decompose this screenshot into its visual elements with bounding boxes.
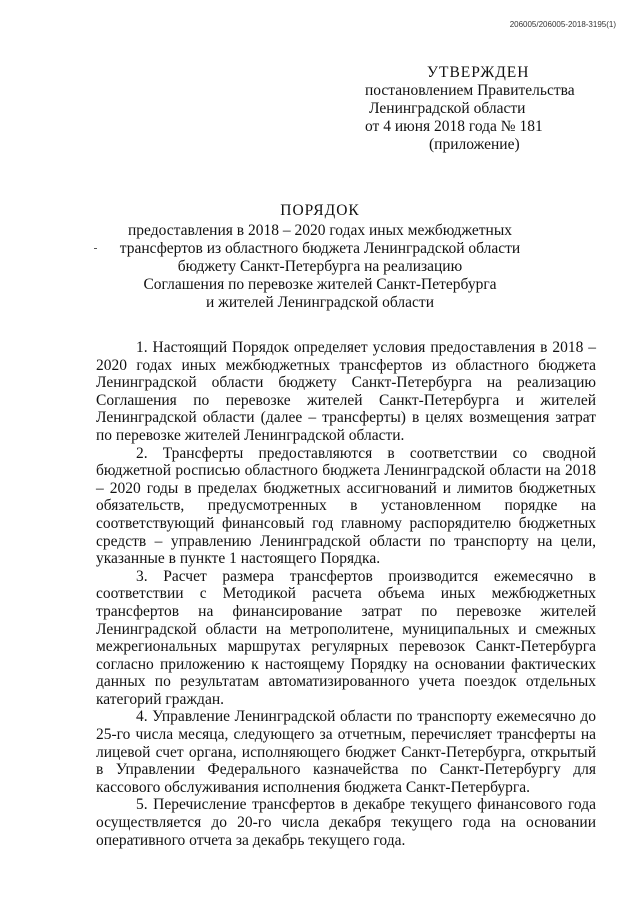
document-title	[0, 202, 640, 312]
paragraph-2: 2. Трансферты предоставляются в соответствии со сводной бюджетной росписью областного бюджета Ленинградской области на 2018 – 2020 годы в пределах бюджетных ассигнований и лимитов бюджетных обязательств, предусмотренных в установленном порядке на соответствующий финансовый год главному распорядителю бюджетных средств – управлению Ленинградской области по транспорту на цели, указанные в пункте 1 настоящего Порядка.	[96, 444, 596, 568]
title-heading: ПОРЯДОК	[280, 202, 360, 219]
title-line: трансфертов из областного бюджета Ленинградской области	[119, 240, 521, 257]
approval-line: (приложение)	[429, 136, 520, 153]
title-line: бюджету Санкт-Петербурга на реализацию	[177, 258, 463, 275]
title-line: Соглашения по перевозке жителей Санкт-Петербурга	[143, 276, 497, 293]
approval-line: Ленинградской области	[369, 100, 526, 117]
approval-line: постановлением Правительства	[365, 82, 575, 99]
approval-heading: УТВЕРЖДЕН	[427, 64, 530, 81]
paragraph-1: 1. Настоящий Порядок определяет условия предоставления в 2018 – 2020 годах иных межбюджетных трансфертов из областного бюджета Ленинградской области бюджету Санкт-Петербурга на реализацию Соглашения по перевозке жителей Санкт-Петербурга и жителей Ленинградской области (далее – трансферты) в целях возмещения затрат по перевозке жителей Ленинградской области.	[96, 339, 596, 444]
document-body	[96, 339, 596, 849]
title-line: и жителей Ленинградской области	[205, 294, 434, 311]
paragraph-5: 5. Перечисление трансфертов в декабре текущего финансового года осуществляется до 20-го числа декабря текущего года на основании оперативного отчета за декабрь текущего года.	[96, 796, 596, 849]
approval-line: от 4 июня 2018 года № 181	[365, 118, 543, 135]
approval-block	[365, 64, 575, 154]
paragraph-4: 4. Управление Ленинградской области по транспорту ежемесячно до 25-го числа месяца, следующего за отчетным, перечисляет трансферты на лицевой счет органа, исполняющего бюджет Санкт-Петербурга, открытый в Управлении Федерального казначейства по Санкт-Петербургу для кассового обслуживания исполнения бюджета Санкт-Петербурга.	[96, 708, 596, 796]
title-line: предоставления в 2018 – 2020 годах иных межбюджетных	[127, 222, 513, 239]
paragraph-3: 3. Расчет размера трансфертов производится ежемесячно в соответствии с Методикой расчета объема иных межбюджетных трансфертов на финансирование затрат по перевозке жителей Ленинградской области на метрополитене, муниципальных и смежных межрегиональных маршрутах регулярных перевозок Санкт-Петербурга согласно приложению к настоящему Порядку на основании фактических данных по результатам автоматизированного учета поездок отдельных категорий граждан.	[96, 567, 596, 708]
document-id: 206005/206005-2018-3195(1)	[509, 20, 616, 29]
